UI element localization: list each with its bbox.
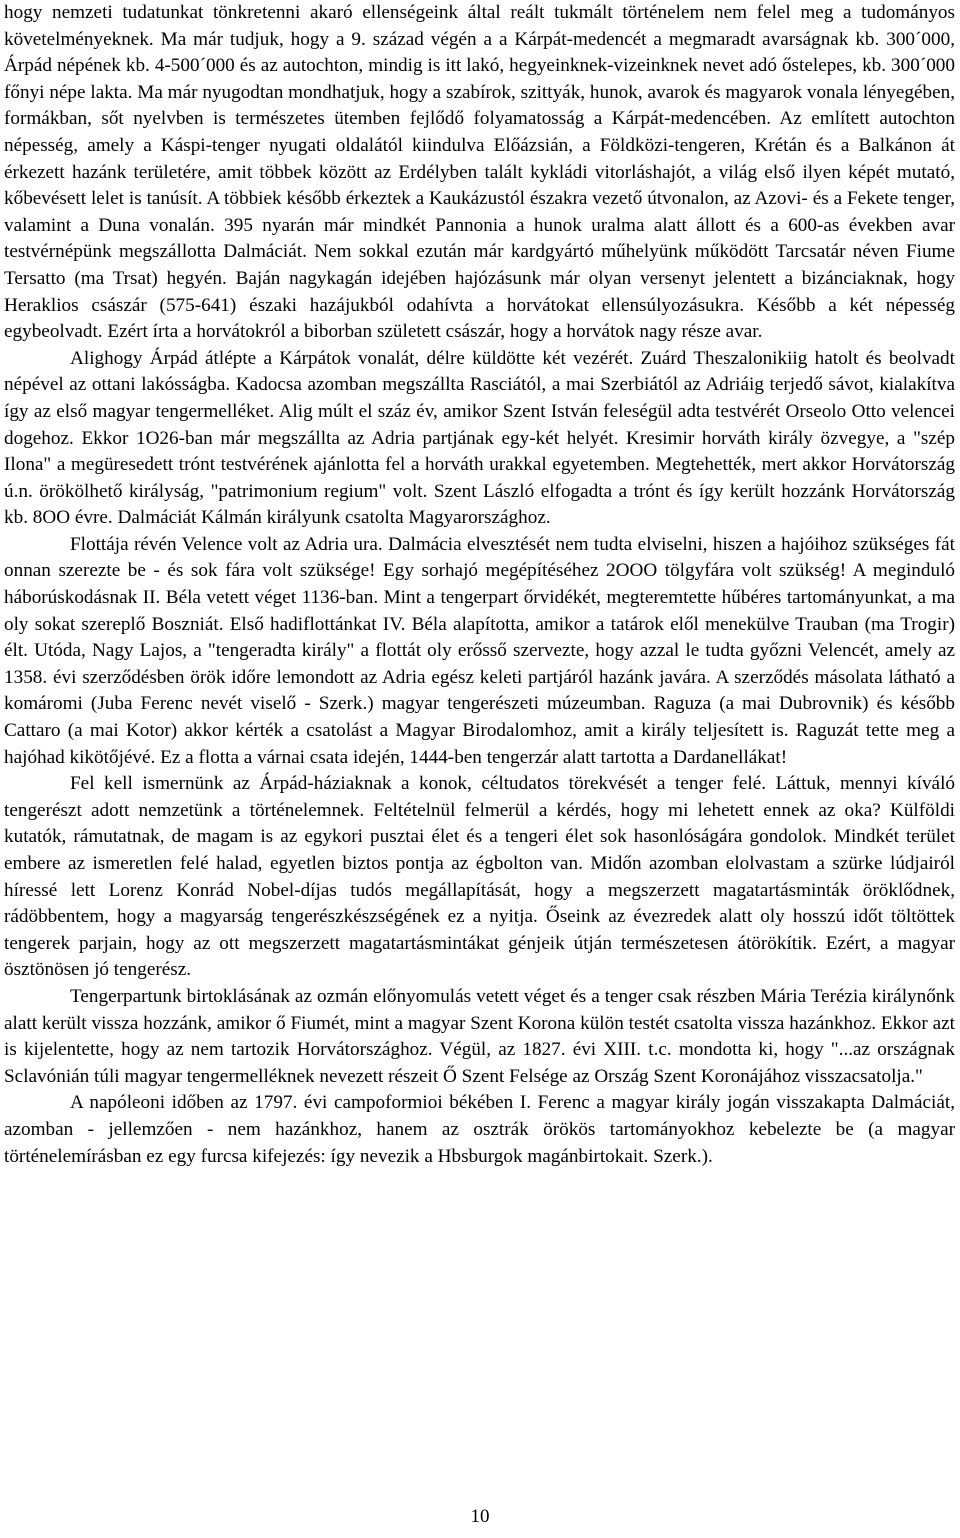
paragraph-6: A napóleoni időben az 1797. évi campoformioi békében I. Ferenc a magyar király jogán visszakapta Dalmáciát, azomban - jellemzően - nem hazánkhoz, hanem az osztrák örökös tartományokhoz kebelezte be (a magyar történelemírásban ez egy furcsa kifejezés: így nevezik a Hbsburgok magánbirtokait. Szerk.). [4,1092,955,1167]
page-number: 10 [470,1506,490,1527]
paragraph-4: Fel kell ismernünk az Árpád-háziaknak a konok, céltudatos törekvését a tenger felé. Láttuk, mennyi kíváló tengerészt adott nemzetünk a történelemnek. Feltételnül felmerül a kérdés, hogy mi lehetett ennek az oka? Külföldi kutatók, rámutatnak, de magam is az egykori pusztai élet és a tengeri élet sok hasonlóságára gondolok. Mindkét terület embere az ismeretlen felé halad, egyetlen biztos pontja az égbolton van. Midőn azomban elolvastam a szürke lúdjairól híressé lett Lorenz Konrád Nobel-díjas tudós megállapítását, hogy a megszerzett magatartásminták öröklődnek, rádöbbentem, hogy a magyarság tengerészkészségének ez a nyitja. Őseink az évezredek alatt oly hosszú időt töltöttek tengerek parjain, hogy az ott megszerzett magatartásmintákat génjeik útján természetesen átörökítik. Ezért, a magyar ösztönösen jó tengerész. [4,773,955,981]
paragraph-3: Flottája révén Velence volt az Adria ura. Dalmácia elvesztését nem tudta elviselni, hiszen a hajóihoz szükséges fát onnan szerezte be - és sok fára volt szüksége! Egy sorhajó megépítéséhez 2OOO tölgyfára volt szükség! A meginduló háborúskodásnak II. Béla vetett véget 1136-ban. Mint a tengerpart őrvidékét, megteremtette hűbéres tartományunkat, a ma oly sokat szereplő Boszniát. Első hadiflottánkat IV. Béla alapította, amikor a tatárok elől menekülve Trauban (ma Trogir) élt. Utóda, Nagy Lajos, a "tengeradta király" a flottát oly erősső szervezte, hogy azzal le tudta győzni Velencét, amely az 1358. évi szerződésben örök időre lemondott az Adria egész keleti partjáról hazánk javára. A szerződés másolata látható a komáromi (Juba Ferenc nevét viselő - Szerk.) magyar tengerészeti múzeumban. Raguza (a mai Dubrovnik) és később Cattaro (a mai Kotor) akkor kérték a csatolást a Magyar Birodalomhoz, amit a király teljesített is. Raguzát tette meg a hajóhad kikötőjévé. Ez a flotta a várnai csata idején, 1444-ben tengerzár alatt tartotta a Dardanellákat! [4,533,955,768]
paragraph-5: Tengerpartunk birtoklásának az ozmán előnyomulás vetett véget és a tenger csak részben Mária Terézia királynőnk alatt került vissza hozzánk, amikor ő Fiumét, mint a magyar Szent Korona külön testét csatolta vissza hazánkhoz. Ekkor azt is kijelentette, hogy az nem tartozik Horvátországhoz. Végül, az 1827. évi XIII. t.c. mondotta ki, hogy "...az országnak Sclavónián túli magyar tengermelléknek nevezett részeit Ő Szent Felsége az Ország Szent Koronájához visszacsatolja." [4,985,955,1087]
paragraph-1: hogy nemzeti tudatunkat tönkretenni akaró ellenségeink által reált tukmált történelem nem felel meg a tudományos követelményeknek. Ma már tudjuk, hogy a 9. század végén a a Kárpát-medencét a megmaradt avarságnak kb. 300´000, Árpád népének kb. 4-500´000 és az autochton, mindig is itt lakó, hegyeinknek-vizeinknek nevet adó őstelepes, kb. 300´000 főnyi népe lakta. Ma már nyugodtan mondhatjuk, hogy a szabírok, szittyák, hunok, avarok és magyarok vonala lényegében, formákban, sőt nyelvben is természetes ütemben fejlődő folyamatosság a Kárpát-medencében. Az említett autochton népesség, amely a Káspi-tenger nyugati oldalától kiindulva Előázsián, a Földközi-tengeren, Krétán és a Balkánon át érkezett hazánk területére, amit többek között az Erdélyben talált kykládi vitorláshajót, a világ első ilyen képét mutató, kőbevésett lelet is tanúsít. A többiek később érkeztek a Kaukázustól északra vezető útvonalon, az Azovi- és a Fekete tenger, valamint a Duna vonalán. 395 nyarán már mindkét Pannonia a hunok uralma alatt állott és a 600-as években avar testvérnépünk megszállotta Dalmáciát. Nem sokkal ezután már kardgyártó műhelyünk működött Tarcsatár néven Fiume Tersatto (ma Trsat) hegyén. Baján nagykagán idejében hajózásunk már olyan versenyt jelentett a bizánciaknak, hogy Heraklios császár (575-641) északi hazájukból odahívta a horvátokat ellensúlyozásukra. Később a két népesség egybeolvadt. Ezért írta a horvátokról a biborban született császár, hogy a horvátok nagy része avar. [4,2,955,343]
body-text [4,0,955,1170]
paragraph-2: Alighogy Árpád átlépte a Kárpátok vonalát, délre küldötte két vezérét. Zuárd Theszalonikiig hatolt és beolvadt népével az ottani lakósságba. Kadocsa azomban megszállta Rasciától, a mai Szerbiától az Adriáig terjedő sávot, kialakítva így az első magyar tengermelléket. Alig múlt el száz év, amikor Szent István feleségül adta testvérét Orseolo Otto velencei dogehoz. Ekkor 1O26-ban már megszállta az Adria partjának egy-két helyét. Kresimir horváth király özvegye, a "szép Ilona" a megüresedett trónt testvérének ajánlotta fel a horváth urakkal egyetemben. Megtehették, mert akkor Horvátország ú.n. örökölhető királyság, "patrimonium regium" volt. Szent László elfogadta a trónt és így került hozzánk Horvátország kb. 8OO évre. Dalmáciát Kálmán királyunk csatolta Magyarországhoz. [4,347,955,529]
